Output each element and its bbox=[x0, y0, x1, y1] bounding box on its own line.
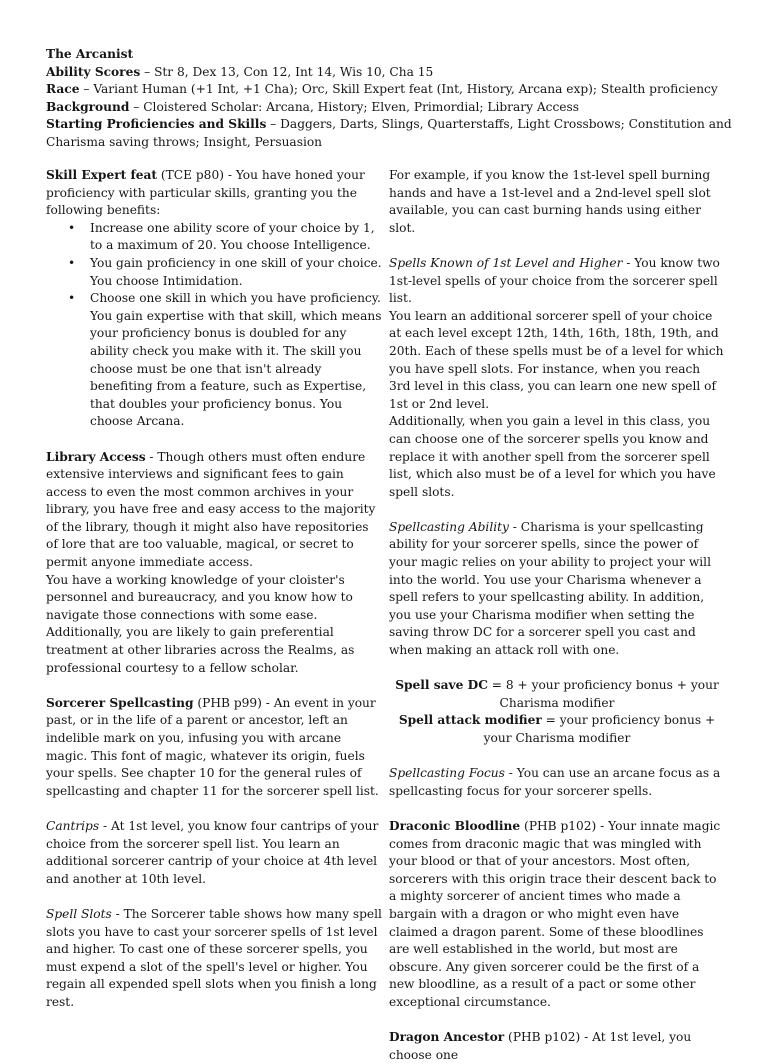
library-access-paragraph-3: Additionally, you are likely to gain preferential treatment at other libraries across the Realms, as professional courtesy to a fellow scholar. bbox=[46, 625, 355, 675]
burning-hands-example: For example, if you know the 1st-level spell burning hands and have a 1st-level and a 2nd-level spell slot available, you can cast burning hands using either slot. bbox=[389, 168, 711, 235]
skill-expert-heading: Skill Expert feat bbox=[46, 168, 158, 182]
document-title: The Arcanist bbox=[46, 47, 134, 61]
skill-expert-benefits-list bbox=[46, 220, 382, 431]
list-item: • Increase one ability score of your choice by 1, to a maximum of 20. You choose Intelligence. bbox=[68, 220, 375, 253]
sorcerer-spellcasting-paragraph: Sorcerer Spellcasting (PHB p99) - An event in your past, or in the life of a parent or ancestor, left an indelible mark on you, infusing you with arcane magic. This font of magic, whatever its origin, fuels your spells. See chapter 10 for the general rules of spellcasting and chapter 11 for the sorcerer spell list. bbox=[46, 695, 379, 798]
spellcasting-focus-heading: Spellcasting Focus bbox=[389, 766, 505, 781]
dragon-ancestor-heading: Dragon Ancestor bbox=[389, 1030, 505, 1045]
draconic-bloodline-heading: Draconic Bloodline bbox=[389, 818, 521, 833]
skill-expert-intro: Skill Expert feat (TCE p80) - You have honed your proficiency with particular skills, granting you the following benefits: bbox=[46, 168, 365, 218]
list-item: • You gain proficiency in one skill of your choice. You choose Intimidation. bbox=[68, 255, 382, 288]
character-header bbox=[46, 46, 736, 152]
header-line-ability-scores: Ability Scores – Str 8, Dex 13, Con 12, Int 14, Wis 10, Cha 15 bbox=[46, 64, 434, 79]
library-access-heading: Library Access bbox=[46, 449, 146, 464]
bullet-icon: • bbox=[68, 291, 76, 306]
spell-slots-paragraph: Spell Slots - The Sorcerer table shows how many spell slots you have to cast your sorcerer spells of 1st level and higher. To cast one of these sorcerer spells, you must expend a slot of the spell's level or higher. You regain all expended spell slots when you finish a long rest. bbox=[46, 906, 382, 1009]
header-line-background: Background – Cloistered Scholar: Arcana, History; Elven, Primordial; Library Access bbox=[46, 99, 580, 114]
spells-known-heading: Spells Known of 1st Level and Higher bbox=[389, 255, 623, 270]
sorcerer-spellcasting-heading: Sorcerer Spellcasting bbox=[46, 695, 194, 710]
spellcasting-ability-heading: Spellcasting Ability bbox=[389, 519, 509, 534]
right-column bbox=[389, 167, 725, 1064]
spell-save-dc-formula: Spell save DC = 8 + your proficiency bonus + your Charisma modifier bbox=[395, 678, 719, 710]
spell-slots-heading: Spell Slots bbox=[46, 906, 112, 921]
spells-known-paragraph-3: Additionally, when you gain a level in this class, you can choose one of the sorcerer spells you know and replace it with another spell from the sorcerer spell list, which also must be of a level for which you have spell slots. bbox=[389, 414, 716, 499]
bullet-icon: • bbox=[68, 220, 76, 235]
spellcasting-focus-paragraph: Spellcasting Focus - You can use an arcane focus as a spellcasting focus for your sorcerer spells. bbox=[389, 766, 721, 798]
bullet-icon: • bbox=[68, 255, 76, 270]
header-line-proficiencies: Starting Proficiencies and Skills – Daggers, Darts, Slings, Quarterstaffs, Light Crossbows; Constitution and Charisma saving throws; Insight, Persuasion bbox=[46, 117, 732, 149]
cantrips-paragraph: Cantrips - At 1st level, you know four cantrips of your choice from the sorcerer spell list. You learn an additional sorcerer cantrip of your choice at 4th level and another at 10th level. bbox=[46, 818, 379, 886]
dragon-ancestor-paragraph: Dragon Ancestor (PHB p102) - At 1st level, you choose one bbox=[389, 1030, 692, 1062]
library-access-paragraph-2: You have a working knowledge of your cloister's personnel and bureaucracy, and you know how to navigate those connections with some ease. bbox=[46, 572, 353, 622]
draconic-bloodline-paragraph: Draconic Bloodline (PHB p102) - Your innate magic comes from draconic magic that was mingled with your blood or that of your ancestors. Most often, sorcerers with this origin trace their descent back to a mighty sorcerer of ancient times who made a bargain with a dragon or who might even have claimed a dragon parent. Some of these bloodlines are well established in the world, but most are obscure. Any given sorcerer could be the first of a new bloodline, as a result of a pact or some other exceptional circumstance. bbox=[389, 818, 721, 1009]
spells-known-paragraph: Spells Known of 1st Level and Higher - You know two 1st-level spells of your choice from the sorcerer spell list. bbox=[389, 255, 720, 306]
list-item: • Choose one skill in which you have proficiency. You gain expertise with that skill, which means your proficiency bonus is doubled for any ability check you make with it. The skill you choose must be one that isn't already benefiting from a feature, such as Expertise, that doubles your proficiency bonus. You choose Arcana. bbox=[68, 291, 382, 429]
left-column bbox=[46, 167, 382, 1012]
header-line-race: Race – Variant Human (+1 Int, +1 Cha); Orc, Skill Expert feat (Int, History, Arcana exp); Stealth proficiency bbox=[46, 82, 718, 97]
cantrips-heading: Cantrips bbox=[46, 818, 100, 833]
library-access-paragraph: Library Access - Though others must often endure extensive interviews and significant fees to gain access to even the most common archives in your library, you have free and easy access to the majority of the library, though it might also have repositories of lore that are too valuable, magical, or secret to permit anyone immediate access. bbox=[46, 449, 376, 570]
spells-known-paragraph-2: You learn an additional sorcerer spell of your choice at each level except 12th, 14th, 16th, 18th, 19th, and 20th. Each of these spells must be of a level for which you have spell slots. For instance, when you reach 3rd level in this class, you can learn one new spell of 1st or 2nd level. bbox=[389, 308, 724, 411]
spell-attack-modifier-formula: Spell attack modifier = your proficiency bonus + your Charisma modifier bbox=[398, 713, 716, 745]
spellcasting-ability-paragraph: Spellcasting Ability - Charisma is your spellcasting ability for your sorcerer spells, since the power of your magic relies on your ability to project your will into the world. You use your Charisma whenever a spell refers to your spellcasting ability. In addition, you use your Charisma modifier when setting the saving throw DC for a sorcerer spell you cast and when making an attack roll with one. bbox=[389, 519, 711, 658]
